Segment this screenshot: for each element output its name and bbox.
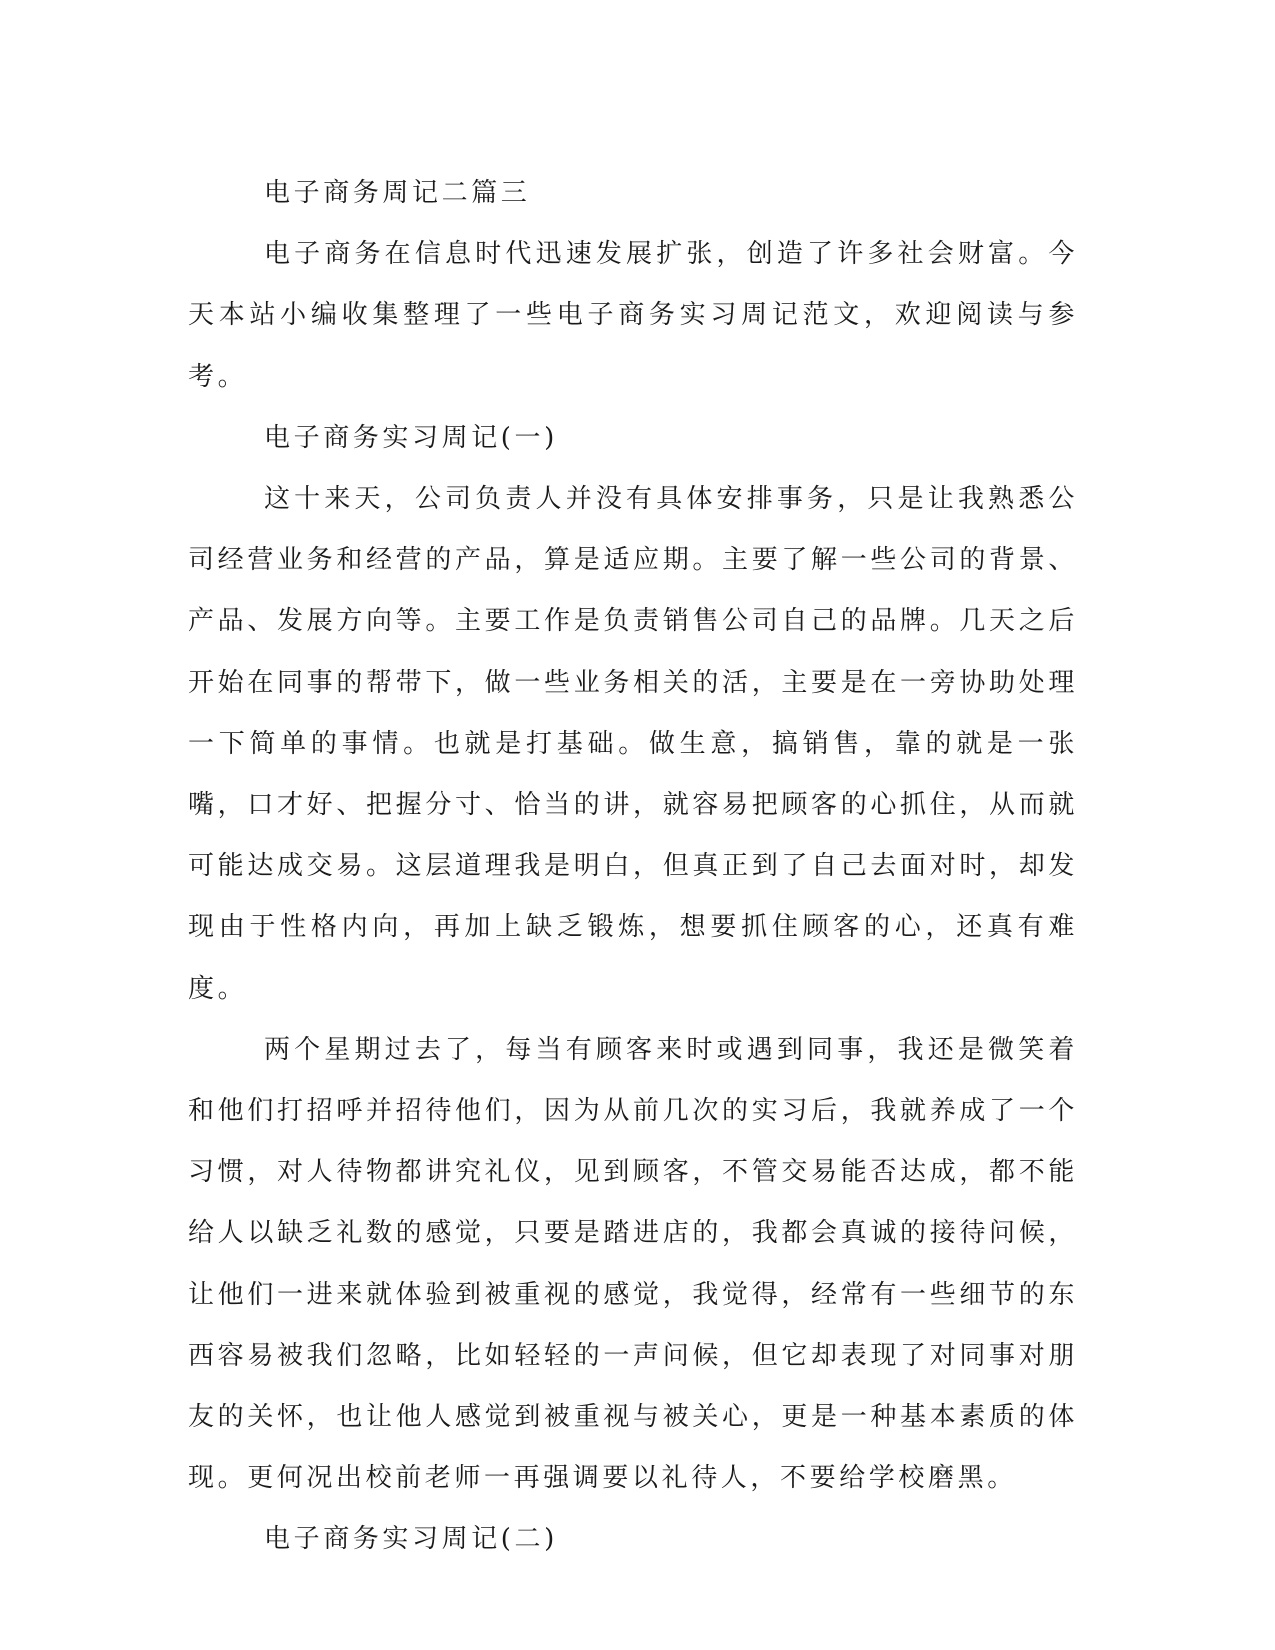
document-title: 电子商务周记二篇三 (264, 178, 531, 208)
intro-paragraph: 电子商务在信息时代迅速发展扩张，创造了许多社会财富。今天本站小编收集整理了一些电子商务实习周记范文，欢迎阅读与参考。 (188, 239, 1078, 392)
section-heading-1: 电子商务实习周记(一) (264, 422, 558, 453)
document-body (188, 163, 1078, 1571)
section-heading-2: 电子商务实习周记(二) (264, 1524, 558, 1555)
body-paragraph: 两个星期过去了，每当有顾客来时或遇到同事，我还是微笑着和他们打招呼并招待他们，因为从前几次的实习后，我就养成了一个习惯，对人待物都讲究礼仪，见到顾客，不管交易能否达成，都不能给人以缺乏礼数的感觉，只要是踏进店的，我都会真诚的接待问候，让他们一进来就体验到被重视的感觉，我觉得，经常有一些细节的东西容易被我们忽略，比如轻轻的一声问候，但它却表现了对同事对朋友的关怀，也让他人感觉到被重视与被关心，更是一种基本素质的体现。更何况出校前老师一再强调要以礼待人，不要给学校磨黑。 (188, 1034, 1078, 1494)
body-paragraph: 这十来天，公司负责人并没有具体安排事务，只是让我熟悉公司经营业务和经营的产品，算是适应期。主要了解一些公司的背景、产品、发展方向等。主要工作是负责销售公司自己的品牌。几天之后开始在同事的帮带下，做一些业务相关的活，主要是在一旁协助处理一下简单的事情。也就是打基础。做生意，搞销售，靠的就是一张嘴，口才好、把握分寸、恰当的讲，就容易把顾客的心抓住，从而就可能达成交易。这层道理我是明白，但真正到了自己去面对时，却发现由于性格内向，再加上缺乏锻炼，想要抓住顾客的心，还真有难度。 (188, 484, 1078, 1004)
